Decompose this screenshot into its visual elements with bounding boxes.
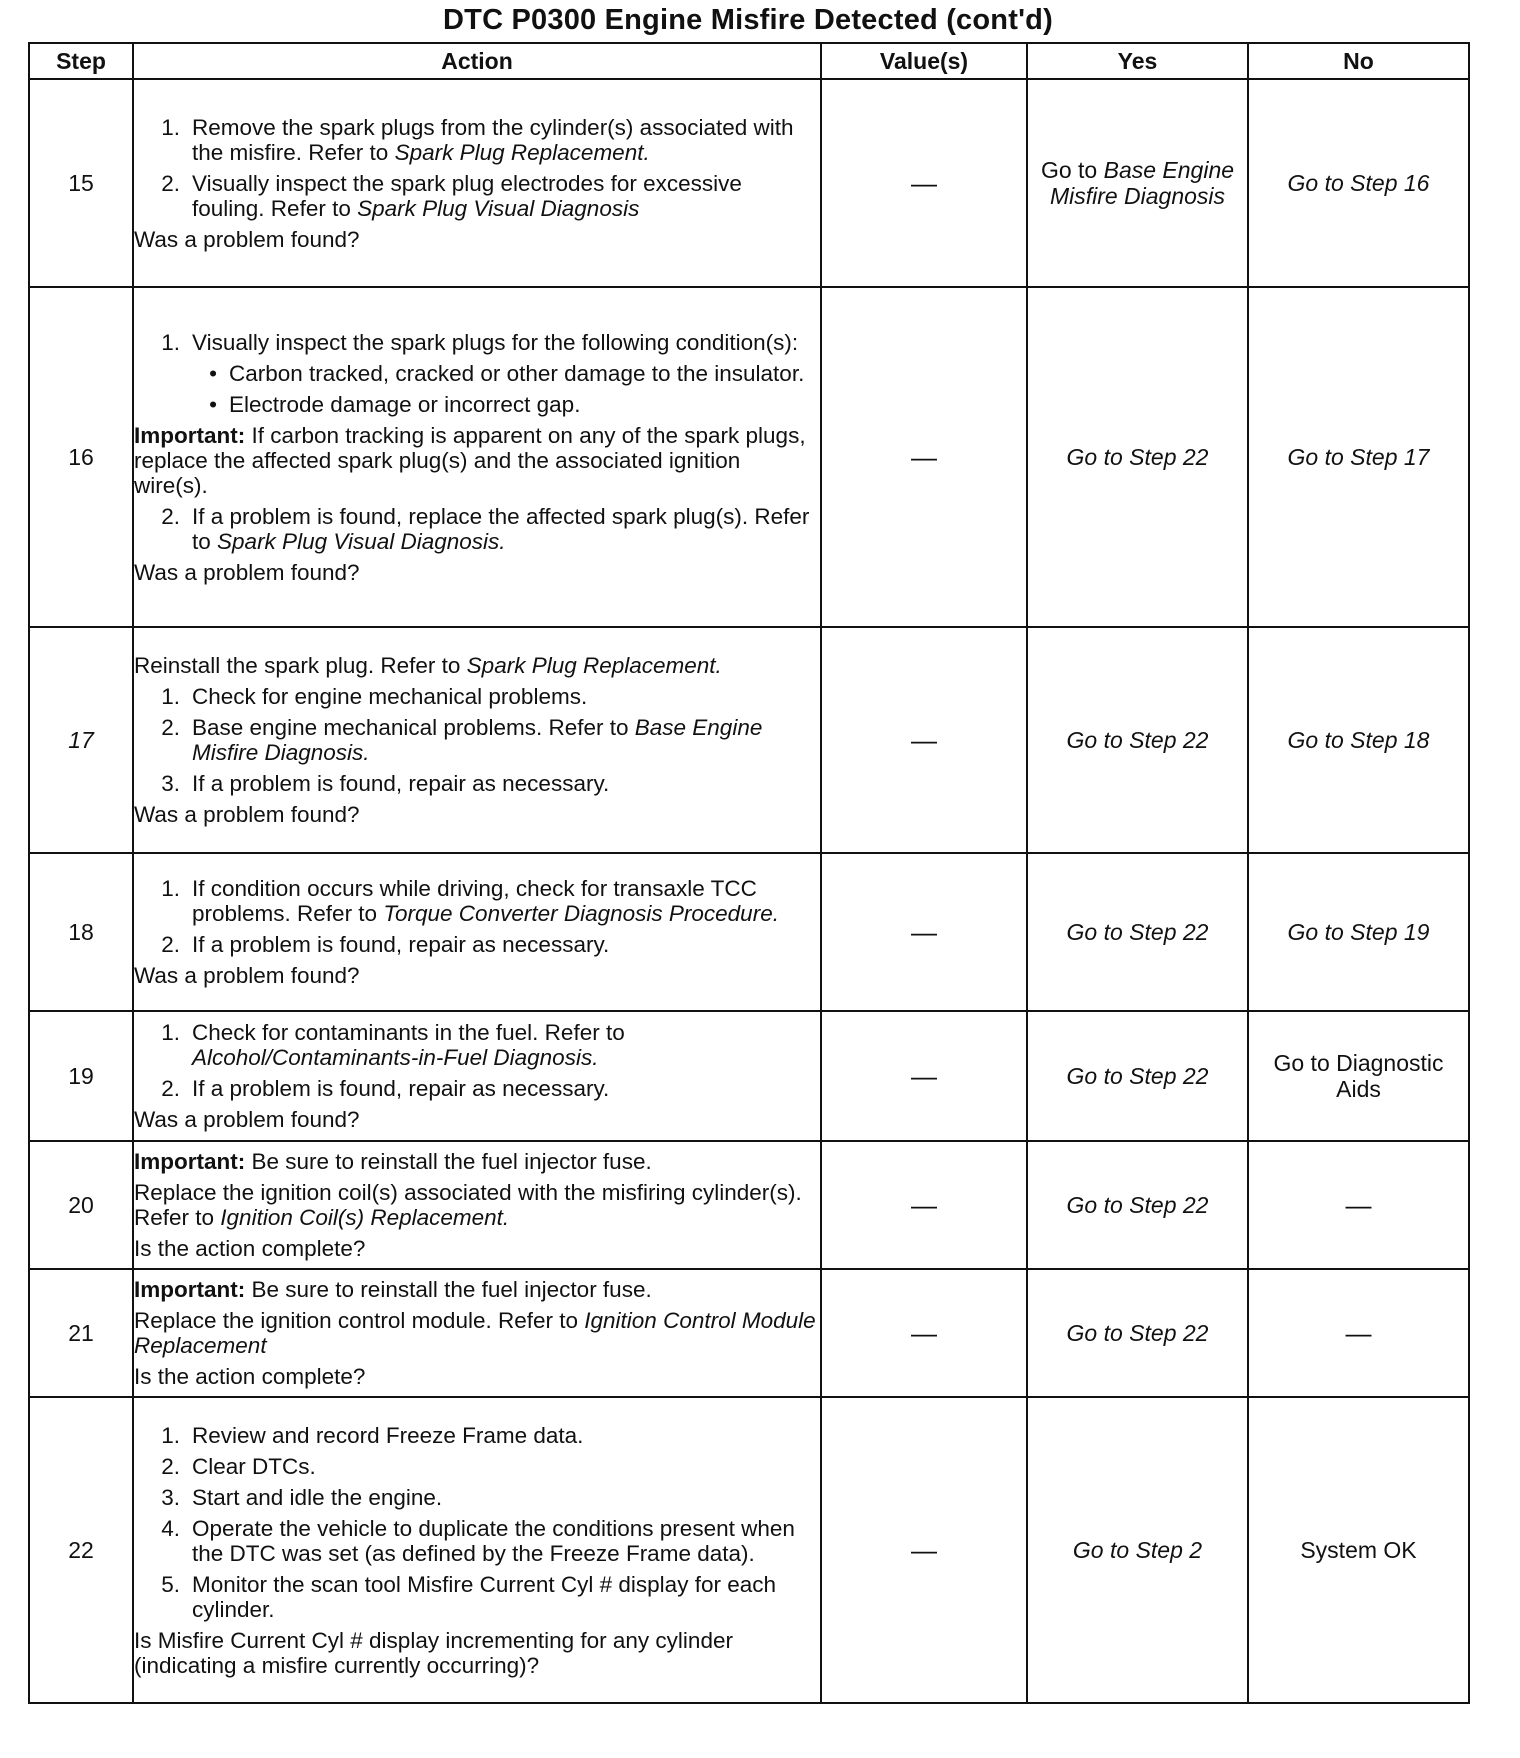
action-item: 2. If a problem is found, replace the affected spark plug(s). Refer to Spark Plug Visual Diagnosis. [161,503,810,554]
table-row [29,1269,1469,1397]
yes-cell: Go to Step 22 [1027,287,1248,627]
action-item: 1. Remove the spark plugs from the cylinder(s) associated with the misfire. Refer to Spark Plug Replacement. [161,114,794,165]
action-item: 2. Base engine mechanical problems. Refer to Base Engine Misfire Diagnosis. [161,715,763,765]
reference-link: Spark Plug Replacement. [394,139,650,165]
value-cell: — [821,1397,1027,1703]
step-number: 20 [29,1141,133,1269]
table-row [29,853,1469,1011]
yes-cell: Go to Step 22 [1027,627,1248,853]
step-number: 17 [29,627,133,853]
action-item: 2. Visually inspect the spark plug electrodes for excessive fouling. Refer to Spark Plug Visual Diagnosis [161,170,742,221]
value-cell: — [821,1011,1027,1141]
yes-cell: Go to Step 2 [1027,1397,1248,1703]
yes-cell: Go to Step 22 [1027,853,1248,1011]
no-cell: — [1248,1141,1469,1269]
important-note: Important: Be sure to reinstall the fuel injector fuse. [134,1149,652,1174]
reference-link: Alcohol/Contaminants-in-Fuel Diagnosis. [192,1045,599,1070]
question: Was a problem found? [134,559,360,585]
action-item: 2. If a problem is found, repair as necessary. [161,932,610,957]
action-cell [133,1141,821,1269]
value-cell: — [821,1141,1027,1269]
question: Is the action complete? [134,1236,366,1261]
step-number: 16 [29,287,133,627]
table-row [29,79,1469,287]
question: Was a problem found? [134,802,360,827]
no-cell: Go to Step 16 [1248,79,1469,287]
reference-link: Ignition Control Module Replacement [134,1308,816,1358]
action-item: 3. If a problem is found, repair as necessary. [161,771,610,796]
value-cell: — [821,287,1027,627]
question: Was a problem found? [134,963,360,988]
reference-link: Ignition Coil(s) Replacement. [220,1205,510,1230]
action-item: 4. Operate the vehicle to duplicate the conditions present when the DTC was set (as defined by the Freeze Frame data). [161,1515,795,1566]
action-text: Replace the ignition control module. Refer to Ignition Control Module Replacement [134,1308,816,1358]
reference-link: Base Engine Misfire Diagnosis. [192,715,763,765]
value-cell: — [821,853,1027,1011]
action-item: 2. Clear DTCs. [161,1453,316,1479]
action-item: 5. Monitor the scan tool Misfire Current Cyl # display for each cylinder. [161,1571,776,1622]
diagnostic-table [28,42,1470,1704]
action-cell [133,627,821,853]
table-row [29,1141,1469,1269]
header-action: Action [133,43,821,79]
no-cell: Go to Step 18 [1248,627,1469,853]
question: Is the action complete? [134,1364,366,1389]
important-note: Important: If carbon tracking is apparent on any of the spark plugs, replace the affected spark plug(s) and the associated ignition wire(s). [134,422,806,498]
yes-cell: Go to Step 22 [1027,1269,1248,1397]
action-cell [133,1269,821,1397]
header-row [29,43,1469,79]
reference-link: Spark Plug Replacement. [466,653,722,678]
reference-link: Torque Converter Diagnosis Procedure. [383,901,779,926]
reference-link: Spark Plug Visual Diagnosis. [217,528,506,554]
reference-link: Spark Plug Visual Diagnosis [357,195,640,221]
header-yes: Yes [1027,43,1248,79]
bullet-item: • Carbon tracked, cracked or other damage to the insulator. [209,360,805,386]
value-cell: — [821,1269,1027,1397]
value-cell: — [821,79,1027,287]
step-number: 18 [29,853,133,1011]
action-item: 3. Start and idle the engine. [161,1484,443,1510]
action-cell [133,287,821,627]
page-title: DTC P0300 Engine Misfire Detected (cont'd) [443,4,1053,36]
table-row [29,627,1469,853]
step-number: 19 [29,1011,133,1141]
step-number: 15 [29,79,133,287]
table-row [29,287,1469,627]
no-cell: System OK [1248,1397,1469,1703]
action-item: 1. Check for contaminants in the fuel. Refer to Alcohol/Contaminants-in-Fuel Diagnosis. [161,1020,625,1070]
important-note: Important: Be sure to reinstall the fuel injector fuse. [134,1277,652,1302]
no-cell: Go to Step 19 [1248,853,1469,1011]
action-item: 1. Visually inspect the spark plugs for the following condition(s): [161,329,799,355]
action-item: 2. If a problem is found, repair as necessary. [161,1076,610,1101]
action-item: 1. Check for engine mechanical problems. [161,684,588,709]
yes-cell: Go to Step 22 [1027,1141,1248,1269]
action-text: Replace the ignition coil(s) associated with the misfiring cylinder(s). Refer to Ignition Coil(s) Replacement. [134,1180,802,1230]
step-number: 21 [29,1269,133,1397]
value-cell: — [821,627,1027,853]
action-cell [133,853,821,1011]
no-cell: Go to Step 17 [1248,287,1469,627]
action-item: 1. Review and record Freeze Frame data. [161,1422,584,1448]
bullet-item: • Electrode damage or incorrect gap. [209,391,581,417]
action-cell [133,79,821,287]
table-row [29,1011,1469,1141]
header-no: No [1248,43,1469,79]
yes-cell: Go to Base Engine Misfire Diagnosis [1027,79,1248,287]
header-values: Value(s) [821,43,1027,79]
question: Was a problem found? [134,226,360,252]
no-cell: Go to Diagnostic Aids [1248,1011,1469,1141]
action-cell [133,1011,821,1141]
header-step: Step [29,43,133,79]
no-cell: — [1248,1269,1469,1397]
action-item: 1. If condition occurs while driving, check for transaxle TCC problems. Refer to Torque Converter Diagnosis Procedure. [161,876,779,926]
step-number: 22 [29,1397,133,1703]
table-row [29,1397,1469,1703]
question: Is Misfire Current Cyl # display incrementing for any cylinder (indicating a misfire currently occurring)? [134,1627,733,1678]
action-intro: Reinstall the spark plug. Refer to Spark Plug Replacement. [134,653,722,678]
yes-cell: Go to Step 22 [1027,1011,1248,1141]
question: Was a problem found? [134,1107,360,1132]
action-cell [133,1397,821,1703]
